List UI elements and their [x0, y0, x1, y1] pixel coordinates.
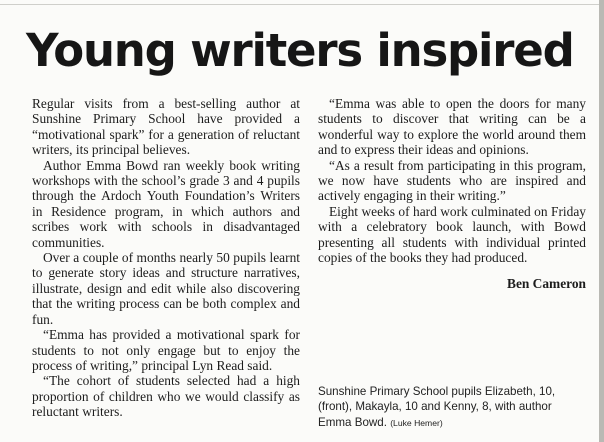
photo-credit: (Luke Hemer) — [390, 417, 443, 428]
paragraph: “As a result from participating in this program, we now have students who are inspired and actively engaging in their writing.” — [318, 157, 586, 204]
paragraph: Eight weeks of hard work culminated on Friday with a celebratory book launch, with Bowd presenting all students with individual printed copies of the books they had produced. — [318, 203, 586, 266]
headline: Young writers inspired — [26, 24, 574, 77]
caption-text: Sunshine Primary School pupils Elizabeth, 10, (front), Makayla, 10 and Kenny, 8, with author Emma Bowd. — [318, 385, 556, 429]
top-rule — [0, 4, 604, 5]
paragraph: “Emma has provided a motivational spark for students to not only engage but to enjoy the process of writing,” principal Lyn Read said. — [32, 327, 300, 373]
paragraph: Author Emma Bowd ran weekly book writing workshops with the school’s grade 3 and 4 pupils through the Ardoch Youth Foundation’s Writers in Residence program, in which authors and scribes work with schools in disadvantaged communities. — [32, 157, 300, 250]
article-column-left — [32, 96, 300, 420]
article-column-right — [318, 96, 586, 292]
paragraph: Over a couple of months nearly 50 pupils learnt to generate story ideas and structure narratives, illustrate, design and edit while also discovering that the writing process can be both complex and fun. — [32, 250, 300, 327]
paragraph: “Emma was able to open the doors for many students to discover that writing can be a wonderful way to explore the world around them and to express their ideas and opinions. — [318, 96, 586, 158]
paragraph: “The cohort of students selected had a high proportion of children who we would classify as reluctant writers. — [32, 373, 300, 420]
paragraph: Regular visits from a best-selling author at Sunshine Primary School have provided a “motivational spark” for a generation of reluctant writers, its principal believes. — [32, 96, 300, 158]
photo-caption — [318, 384, 588, 431]
byline: Ben Cameron — [507, 276, 586, 292]
photo-edge — [599, 0, 604, 442]
